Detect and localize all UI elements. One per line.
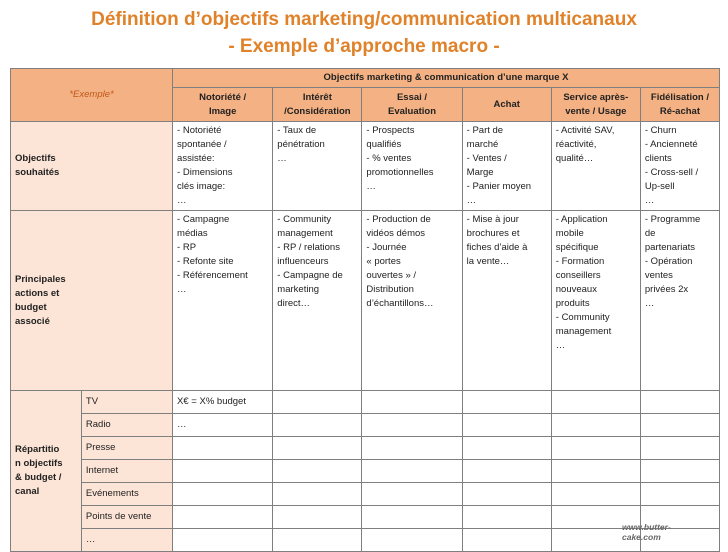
column-header-line: Essai / <box>396 91 428 103</box>
column-header-line: Ré-achat <box>659 105 700 117</box>
action-line: - Formation <box>555 256 605 267</box>
action-line: - Production de <box>366 214 431 225</box>
objective-line: … <box>177 195 187 206</box>
page-title: Définition d’objectifs marketing/communication multicanaux <box>91 9 637 30</box>
channel-value <box>173 506 273 529</box>
column-header <box>173 88 273 122</box>
action-line: privées 2x <box>644 284 689 295</box>
channel-name: Internet <box>81 460 172 483</box>
objective-line: … <box>277 153 287 164</box>
action-line: direct… <box>277 298 311 309</box>
objective-line: pénétration <box>277 139 325 150</box>
channel-empty-cell <box>362 414 462 437</box>
column-header <box>640 88 719 122</box>
channel-row <box>11 529 720 552</box>
channel-value: X€ = X% budget <box>173 391 273 414</box>
channel-empty-cell <box>462 437 551 460</box>
column-header-line: Service après- <box>563 91 629 103</box>
action-cell <box>640 211 719 391</box>
example-label: *Exemple* <box>11 69 173 122</box>
channel-empty-cell <box>462 483 551 506</box>
action-line: nouveaux <box>555 284 597 295</box>
channel-row <box>11 460 720 483</box>
channel-name: Presse <box>81 437 172 460</box>
action-line: - Programme <box>644 214 701 225</box>
row-label-line: Principales <box>15 273 66 285</box>
objective-line: - % ventes <box>366 153 412 164</box>
action-line: marketing <box>277 284 320 295</box>
channel-name: Evénements <box>81 483 172 506</box>
objective-line: - Activité SAV, <box>555 125 615 136</box>
channel-empty-cell <box>362 483 462 506</box>
channel-value <box>173 437 273 460</box>
action-line: la vente… <box>466 256 510 267</box>
channel-value <box>173 483 273 506</box>
objective-line: - Dimensions <box>177 167 233 178</box>
channel-row <box>11 414 720 437</box>
column-header-line: Fidélisation / <box>650 91 709 103</box>
row-label-objectives <box>11 122 173 211</box>
channel-value <box>173 529 273 552</box>
channel-name: TV <box>81 391 172 414</box>
column-header-line: vente / Usage <box>565 105 627 117</box>
channel-empty-cell <box>640 483 719 506</box>
channel-empty-cell <box>462 414 551 437</box>
action-line: produits <box>555 298 590 309</box>
column-header <box>273 88 362 122</box>
action-line: … <box>644 298 655 309</box>
channel-row <box>11 483 720 506</box>
objective-line: - Panier moyen <box>466 181 532 192</box>
row-label-line: souhaités <box>15 167 60 178</box>
action-line: de <box>644 228 656 239</box>
column-header-line: Image <box>208 105 237 117</box>
column-header <box>551 88 640 122</box>
objective-line: qualité… <box>555 153 594 164</box>
watermark-line-2: cake.com <box>622 532 661 542</box>
objective-line: promotionnelles <box>366 167 434 178</box>
watermark <box>622 522 671 542</box>
channel-empty-cell <box>462 506 551 529</box>
objective-line: qualifiés <box>366 139 402 150</box>
channel-empty-cell <box>462 460 551 483</box>
action-line: mobile <box>555 228 584 239</box>
objectives-table <box>10 68 720 552</box>
objective-line: clients <box>644 153 672 164</box>
row-label-line: n objectifs <box>15 458 63 469</box>
column-header-line: Achat <box>493 98 520 110</box>
channel-value: … <box>173 414 273 437</box>
column-header <box>362 88 462 122</box>
action-line: conseillers <box>555 270 601 281</box>
channel-empty-cell <box>551 483 640 506</box>
channel-empty-cell <box>362 506 462 529</box>
channel-empty-cell <box>551 460 640 483</box>
channel-empty-cell <box>273 529 362 552</box>
watermark-line-1: www.butter- <box>622 522 671 532</box>
objective-cell <box>640 122 719 211</box>
channel-empty-cell <box>362 391 462 414</box>
action-cell <box>551 211 640 391</box>
channel-empty-cell <box>551 414 640 437</box>
action-cell <box>273 211 362 391</box>
channel-row <box>11 391 720 414</box>
action-line: - Journée <box>366 242 407 253</box>
group-header: Objectifs marketing & communication d’une marque X <box>173 69 720 88</box>
action-line: ventes <box>644 270 673 281</box>
objective-cell <box>362 122 462 211</box>
objective-line: … <box>366 181 376 192</box>
action-line: médias <box>177 228 208 239</box>
channel-empty-cell <box>640 391 719 414</box>
row-label-actions <box>11 211 173 391</box>
objective-line: Marge <box>466 167 494 178</box>
action-line: - Référencement <box>177 270 248 281</box>
row-label-line: actions et <box>15 287 60 299</box>
channel-empty-cell <box>362 529 462 552</box>
action-line: … <box>555 340 566 351</box>
action-line: - Campagne <box>177 214 230 225</box>
channel-name: Points de vente <box>81 506 172 529</box>
channel-empty-cell <box>273 414 362 437</box>
channel-empty-cell <box>551 391 640 414</box>
channel-empty-cell <box>273 437 362 460</box>
objective-line: - Notoriété <box>177 125 222 136</box>
action-line: - Opération <box>644 256 693 267</box>
objective-cell <box>551 122 640 211</box>
objective-cell <box>462 122 551 211</box>
action-line: - RP <box>177 242 197 253</box>
column-header <box>462 88 551 122</box>
action-line: - Community <box>555 312 610 323</box>
action-line: partenariats <box>644 242 696 253</box>
action-line: - RP / relations <box>277 242 340 253</box>
channel-value <box>173 460 273 483</box>
row-label-line: Répartitio <box>15 444 60 455</box>
channel-empty-cell <box>362 460 462 483</box>
action-line: Distribution <box>366 284 414 295</box>
action-line: brochures et <box>466 228 520 239</box>
row-label-line: Objectifs <box>15 153 56 164</box>
channel-empty-cell <box>551 437 640 460</box>
action-cell <box>173 211 273 391</box>
objective-line: … <box>466 195 477 206</box>
action-line: influenceurs <box>277 256 329 267</box>
objective-line: marché <box>466 139 499 150</box>
action-line: - Mise à jour <box>466 214 519 225</box>
objective-line: - Prospects <box>366 125 415 136</box>
action-line: fiches d’aide à <box>466 242 528 253</box>
objective-line: - Part de <box>466 125 504 136</box>
channel-empty-cell <box>462 391 551 414</box>
action-line: … <box>177 284 187 295</box>
objective-line: - Churn <box>644 125 677 136</box>
channel-row <box>11 506 720 529</box>
row-label-line: associé <box>15 315 50 327</box>
action-line: « portes <box>366 256 401 267</box>
action-line: - Refonte site <box>177 256 234 267</box>
action-line: management <box>555 326 612 337</box>
channel-name: Radio <box>81 414 172 437</box>
action-line: d’échantillons… <box>366 298 434 309</box>
objective-line: - Ancienneté <box>644 139 698 150</box>
channel-name: … <box>81 529 172 552</box>
column-header-line: Intérêt <box>302 91 332 103</box>
column-header-line: /Considération <box>284 105 351 117</box>
objective-line: réactivité, <box>555 139 597 150</box>
objective-cell <box>173 122 273 211</box>
objective-line: spontanée / <box>177 139 227 150</box>
row-label-line: & budget / <box>15 472 62 483</box>
channel-empty-cell <box>273 506 362 529</box>
objective-line: clés image: <box>177 181 226 192</box>
column-header-line: Evaluation <box>388 105 437 117</box>
action-cell <box>362 211 462 391</box>
channel-empty-cell <box>640 414 719 437</box>
channel-row <box>11 437 720 460</box>
objective-line: - Ventes / <box>466 153 507 164</box>
action-line: vidéos démos <box>366 228 426 239</box>
channel-empty-cell <box>273 391 362 414</box>
action-line: - Community <box>277 214 332 225</box>
objective-line: assistée: <box>177 153 215 164</box>
page-subtitle: - Exemple d’approche macro - <box>228 36 500 57</box>
channel-empty-cell <box>362 437 462 460</box>
channel-empty-cell <box>273 483 362 506</box>
action-line: spécifique <box>555 242 599 253</box>
action-cell <box>462 211 551 391</box>
column-header-line: Notoriété / <box>199 91 247 103</box>
objective-line: … <box>644 195 655 206</box>
row-label-line: canal <box>15 486 40 497</box>
objective-line: - Cross-sell / <box>644 167 699 178</box>
objective-line: Up-sell <box>644 181 675 192</box>
action-line: - Application <box>555 214 608 225</box>
objective-cell <box>273 122 362 211</box>
channel-empty-cell <box>273 460 362 483</box>
channel-empty-cell <box>462 529 551 552</box>
action-line: ouvertes » / <box>366 270 417 281</box>
channel-empty-cell <box>640 460 719 483</box>
action-line: - Campagne de <box>277 270 343 281</box>
action-line: management <box>277 228 333 239</box>
channel-empty-cell <box>640 437 719 460</box>
row-label-line: budget <box>15 301 47 313</box>
row-label-channels <box>11 391 82 552</box>
objective-line: - Taux de <box>277 125 317 136</box>
